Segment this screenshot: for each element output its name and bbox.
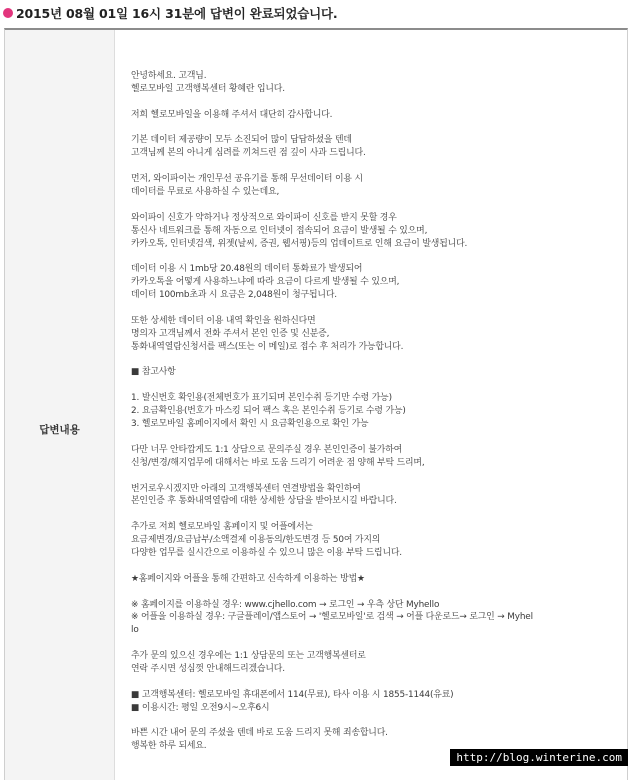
answer-line: 데이터 100mb초과 시 요금은 2,048원이 청구됩니다. — [131, 290, 337, 301]
answer-line: 통신사 네트워크를 통해 자동으로 인터넷이 접속되어 요금이 발생될 수 있으며, — [131, 225, 428, 236]
answer-line: 데이터 이용 시 1mb당 20.48원의 데이터 통화료가 발생되어 — [131, 264, 363, 275]
paragraph-gap — [131, 431, 621, 444]
answer-line: 다양한 업무를 실시간으로 이용하실 수 있으니 많은 이용 부탁 드립니다. — [131, 547, 402, 558]
answer-line: 다만 너무 안타깝게도 1:1 상담으로 문의주실 경우 본인인증이 불가하여 — [131, 444, 403, 455]
paragraph-gap — [131, 250, 621, 263]
answer-line: 연락 주시면 성심껏 안내해드리겠습니다. — [131, 663, 285, 674]
answer-line: 통화내역열람신청서를 팩스(또는 이 메일)로 접수 후 처리가 가능합니다. — [131, 341, 404, 352]
paragraph-gap — [131, 637, 621, 650]
answer-line: 신청/변경/해지업무에 대해서는 바로 도움 드리기 어려운 점 양해 부탁 드리며, — [131, 457, 425, 468]
answer-line: 추가 문의 있으신 경우에는 1:1 상담문의 또는 고객행복센터로 — [131, 651, 366, 662]
answer-line: 3. 헬로모바일 홈페이지에서 확인 시 요금확인용으로 확인 가능 — [131, 419, 369, 430]
answer-line: ※ 홈페이지를 이용하실 경우: www.cjhello.com → 로그인 → 우측 상단 Myhello — [131, 599, 440, 610]
answer-line: 번거로우시겠지만 아래의 고객행복센터 연결방법을 확인하여 — [131, 483, 361, 494]
answer-line: 안녕하세요. 고객님. — [131, 71, 207, 81]
paragraph-gap — [131, 470, 621, 483]
answer-line: 카카오톡, 인터넷검색, 위젯(날씨, 증권, 웹서핑)등의 업데이트로 인해 요금이 발생됩니다. — [131, 238, 468, 249]
paragraph-gap — [131, 160, 621, 173]
paragraph-gap — [131, 676, 621, 689]
answer-line: ■ 참고사항 — [131, 367, 176, 378]
paragraph-gap — [131, 379, 621, 392]
answer-line: 기본 데이터 제공량이 모두 소진되어 많이 답답하셨을 텐데 — [131, 135, 352, 146]
answer-line: ■ 이용시간: 평일 오전9시~오후6시 — [131, 702, 270, 713]
paragraph-gap — [131, 354, 621, 367]
blog-watermark: http://blog.winterine.com — [450, 749, 628, 766]
pink-bullet-icon — [3, 8, 13, 18]
answer-line: 2. 요금확인용(번호가 마스킹 되어 팩스 혹은 본인수취 등기로 수령 가능) — [131, 406, 406, 417]
paragraph-gap — [131, 96, 621, 109]
answer-line: 데이터를 무료로 사용하실 수 있는데요, — [131, 187, 280, 198]
answer-line: 바쁜 시간 내어 문의 주셨을 텐데 바로 도움 드리지 못해 죄송합니다. — [131, 728, 388, 739]
paragraph-gap — [131, 586, 621, 599]
answer-line: 명의자 고객님께서 전화 주셔서 본인 인증 및 신분증, — [131, 328, 330, 339]
paragraph-gap — [131, 560, 621, 573]
answer-content-label: 답변내용 — [39, 424, 80, 436]
answer-line: 추가로 저희 헬로모바일 홈페이지 및 어플에서는 — [131, 522, 313, 533]
answer-completed-title: 2015년 08월 01일 16시 31분에 답변이 완료되었습니다. — [16, 6, 338, 21]
answer-line: 행복한 하루 되세요. — [131, 741, 207, 752]
answer-line: 본인인증 후 통화내역열람에 대한 상세한 상담을 받아보시길 바랍니다. — [131, 496, 397, 507]
answer-line: 또한 상세한 데이터 이용 내역 확인을 원하신다면 — [131, 315, 316, 326]
paragraph-gap — [131, 302, 621, 315]
answer-line: lo — [131, 625, 139, 636]
answer-body — [131, 70, 621, 753]
answer-panel — [4, 28, 628, 780]
paragraph-gap — [131, 508, 621, 521]
answer-line: 카카오톡을 어떻게 사용하느냐에 따라 요금이 다르게 발생될 수 있으며, — [131, 277, 400, 288]
answer-line: 1. 발신번호 확인용(전체번호가 표기되며 본인수취 등기만 수령 가능) — [131, 393, 392, 404]
answer-line: ★홈페이지와 어플을 통해 간편하고 신속하게 이용하는 방법★ — [131, 573, 365, 584]
answer-line: 저희 헬로모바일을 이용해 주셔서 대단히 감사합니다. — [131, 109, 333, 120]
answer-line: 헬로모바일 고객행복센터 황혜란 입니다. — [131, 83, 285, 94]
answer-line: ■ 고객행복센터: 헬로모바일 휴대폰에서 114(무료), 타사 이용 시 1855-1144(유료) — [131, 689, 454, 700]
answer-line: 와이파이 신호가 약하거나 정상적으로 와이파이 신호를 받지 못할 경우 — [131, 212, 397, 223]
answer-status-header — [0, 0, 630, 26]
paragraph-gap — [131, 199, 621, 212]
answer-line: ※ 어플을 이용하실 경우: 구글플레이/앱스토어 → '헬로모바일'로 검색 → 어플 다운로드→ 로그인 → Myhel — [131, 612, 533, 623]
answer-line: 고객님께 본의 아니게 심려를 끼쳐드린 점 깊이 사과 드립니다. — [131, 148, 366, 159]
answer-line: 먼저, 와이파이는 개인무선 공유기를 통해 무선데이터 이용 시 — [131, 174, 363, 185]
paragraph-gap — [131, 122, 621, 135]
paragraph-gap — [131, 715, 621, 728]
answer-line: 요금제변경/요금납부/소액결제 이용동의/한도변경 등 50여 가지의 — [131, 535, 381, 546]
answer-label-column — [5, 30, 115, 780]
